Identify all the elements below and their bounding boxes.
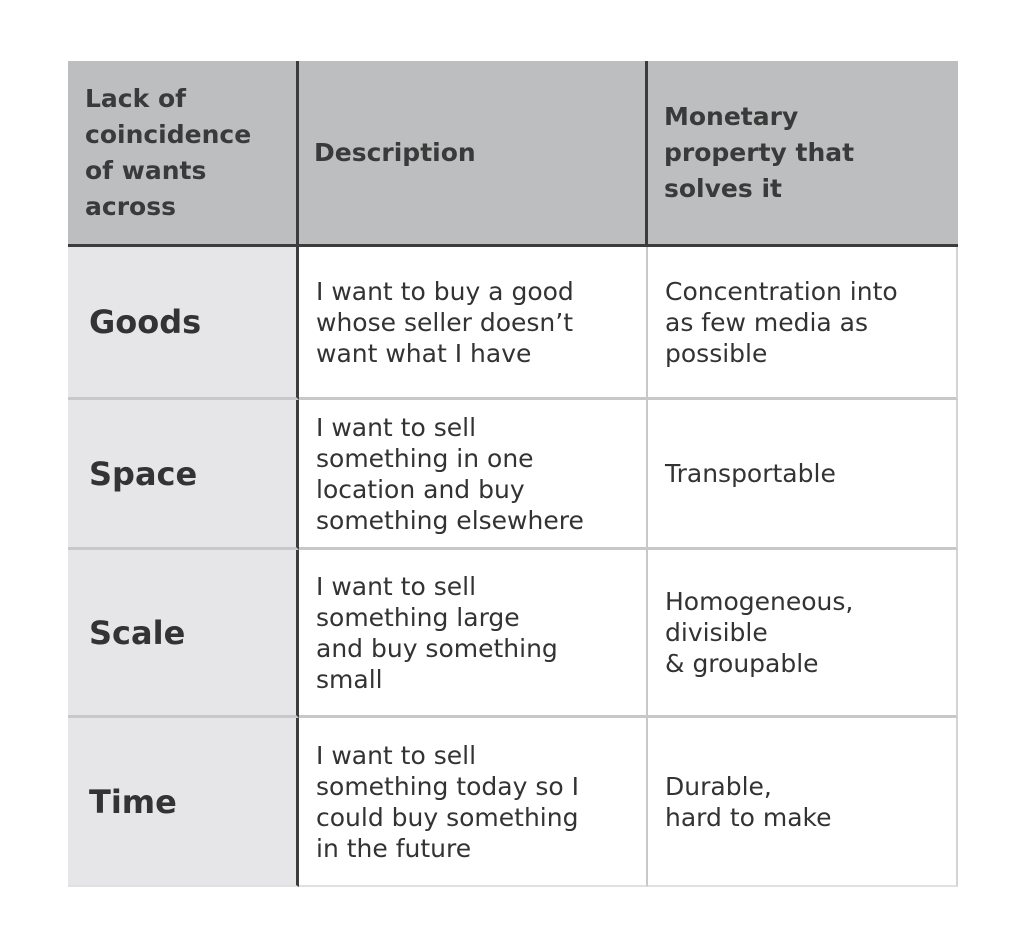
row-space-description: I want to sell something in one location and buy something elsewhere [316, 412, 584, 535]
row-scale-property-cell [648, 550, 958, 718]
row-space-category-cell [68, 400, 299, 550]
row-scale-description-cell [299, 550, 648, 718]
row-scale-category-cell [68, 550, 299, 718]
header-label-monetary-property: Monetary property that solves it [664, 101, 855, 203]
header-cell-lack-of-coincidence [68, 61, 299, 247]
header-cell-monetary-property [648, 61, 958, 247]
row-space-category: Space [89, 454, 198, 493]
coincidence-of-wants-table [68, 61, 958, 887]
row-goods-category-cell [68, 247, 299, 400]
row-scale-property: Homogeneous, divisible & groupable [665, 587, 854, 678]
row-time-property: Durable, hard to make [665, 771, 832, 832]
row-space-property: Transportable [665, 459, 836, 488]
row-time-description-cell [299, 718, 648, 887]
row-scale-category: Scale [89, 613, 186, 652]
row-goods-property-cell [648, 247, 958, 400]
row-time-category: Time [89, 782, 177, 821]
row-space-property-cell [648, 400, 958, 550]
header-label-lack-of-coincidence: Lack of coincidence of wants across [85, 83, 252, 221]
header-cell-description [299, 61, 648, 247]
row-time-category-cell [68, 718, 299, 887]
row-scale-description: I want to sell something large and buy something small [316, 571, 558, 694]
row-time-property-cell [648, 718, 958, 887]
row-goods-description: I want to buy a good whose seller doesn’t want what I have [316, 276, 574, 368]
row-goods-description-cell [299, 247, 648, 400]
header-label-description: Description [314, 137, 476, 167]
row-space-description-cell [299, 400, 648, 550]
row-goods-category: Goods [89, 303, 202, 341]
row-goods-property: Concentration into as few media as possible [665, 276, 898, 368]
row-time-description: I want to sell something today so I could buy something in the future [316, 740, 579, 863]
